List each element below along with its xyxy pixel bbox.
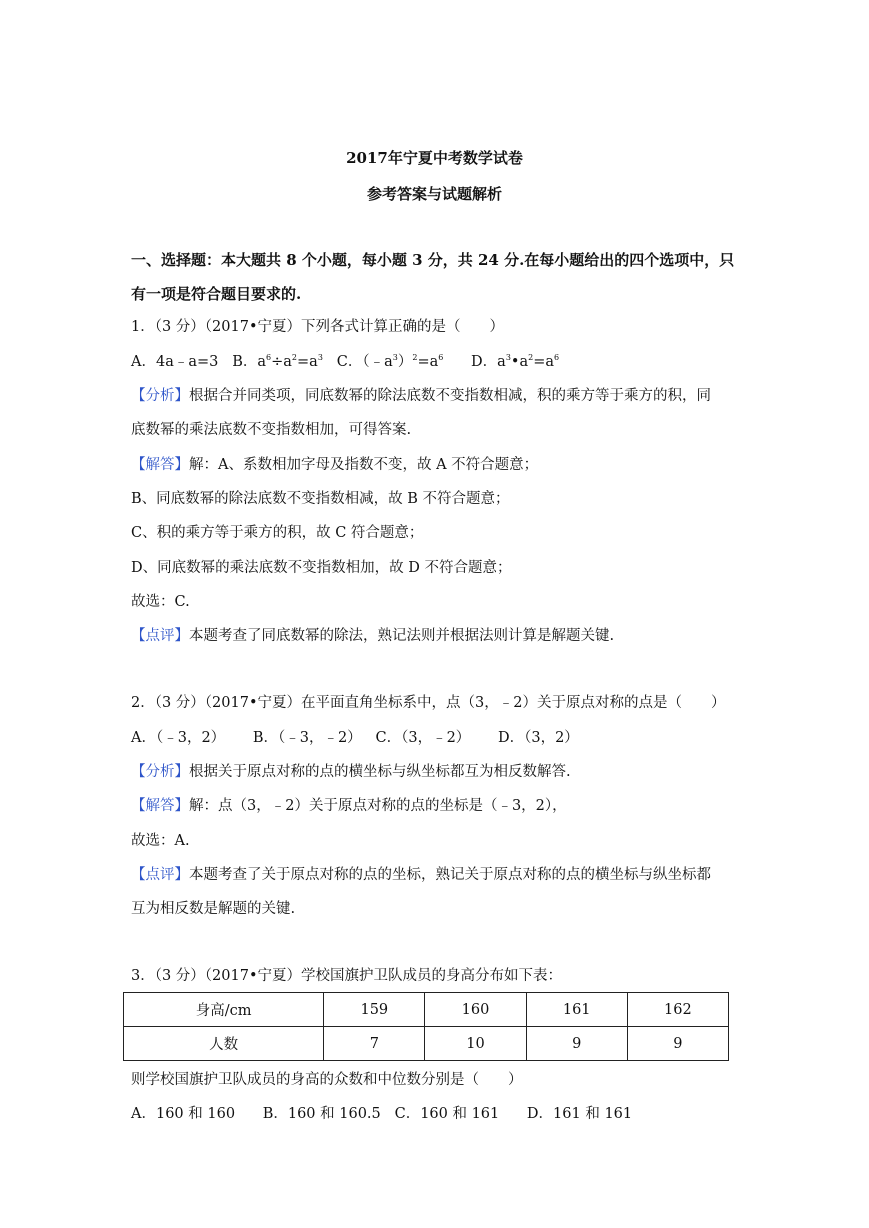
q3-stem: 3．（3 分）（2017•宁夏）学校国旗护卫队成员的身高分布如下表： — [131, 968, 563, 984]
q1-analysis-line-2: 底数幂的乘法底数不变指数相加，可得答案. — [131, 422, 412, 438]
height-distribution-table — [123, 992, 729, 1061]
q1-answer: 故选：C. — [131, 594, 190, 610]
table-row — [124, 993, 729, 1027]
table-cell: 159 — [324, 993, 425, 1027]
q2-answer: 故选：A. — [131, 833, 190, 849]
analysis-tag: 【分析】 — [131, 388, 189, 404]
q2-option-b: B．（﹣3，﹣2） — [252, 730, 362, 746]
table-cell: 160 — [425, 993, 526, 1027]
q2-analysis: 【分析】根据关于原点对称的点的横坐标与纵坐标都互为相反数解答. — [131, 764, 571, 780]
q1-analysis-line-1: 【分析】根据合并同类项，同底数幂的除法底数不变指数相减，积的乘方等于乘方的积，同 — [131, 388, 711, 404]
q1-stem: 1．（3 分）（2017•宁夏）下列各式计算正确的是（ ） — [131, 319, 505, 335]
table-cell: 9 — [627, 1027, 728, 1061]
q1-solution-line-1: 【解答】解：A、系数相加字母及指数不变，故 A 不符合题意； — [131, 457, 539, 473]
table-cell: 9 — [526, 1027, 627, 1061]
section-heading-line-2: 有一项是符合题目要求的. — [131, 285, 302, 303]
q1-option-b: B．$a^6\div a^2=a^3$ — [232, 353, 323, 370]
table-row — [124, 1027, 729, 1061]
q3-option-b: B．160 和 160.5 — [262, 1106, 381, 1122]
section-heading-line-1: 一、选择题：本大题共 8 个小题，每小题 3 分，共 24 分.在每小题给出的四个选项中，只 — [131, 251, 735, 269]
solution-tag: 【解答】 — [131, 457, 189, 473]
q2-option-a: A．（﹣3，2） — [131, 730, 226, 746]
q3-option-c: C．160 和 161 — [394, 1106, 500, 1122]
q2-option-c: C．（3，﹣2） — [375, 730, 471, 746]
q1-solution-line-4: D、同底数幂的乘法底数不变指数相加，故 D 不符合题意； — [131, 560, 512, 576]
q2-options — [131, 728, 579, 748]
analysis-tag: 【分析】 — [131, 764, 189, 780]
q1-option-c: C．$(﹣a^3)^2=a^6$ — [336, 353, 444, 370]
q3-options — [131, 1104, 632, 1124]
q3-question: 则学校国旗护卫队成员的身高的众数和中位数分别是（ ） — [131, 1072, 523, 1088]
q3-option-a: A．160 和 160 — [131, 1106, 236, 1122]
table-cell: 10 — [425, 1027, 526, 1061]
document-title: 2017年宁夏中考数学试卷 — [346, 149, 523, 167]
table-header-cell: 人数 — [124, 1027, 324, 1061]
table-cell: 161 — [526, 993, 627, 1027]
q1-comment: 【点评】本题考查了同底数幂的除法，熟记法则并根据法则计算是解题关键. — [131, 628, 615, 644]
q1-options — [131, 352, 559, 372]
q3-option-d: D．161 和 161 — [526, 1106, 633, 1122]
q2-option-d: D．（3，2） — [497, 730, 579, 746]
document-subtitle: 参考答案与试题解析 — [366, 185, 502, 203]
comment-tag: 【点评】 — [131, 867, 189, 883]
table-cell: 162 — [627, 993, 728, 1027]
q2-solution: 【解答】解：点（3，﹣2）关于原点对称的点的坐标是（﹣3，2）， — [131, 798, 567, 814]
comment-tag: 【点评】 — [131, 628, 189, 644]
q1-option-a: A．4a﹣a=3 — [131, 354, 219, 370]
table-cell: 7 — [324, 1027, 425, 1061]
table-header-cell: 身高/cm — [124, 993, 324, 1027]
q2-comment-line-2: 互为相反数是解题的关键. — [131, 901, 296, 917]
solution-tag: 【解答】 — [131, 798, 189, 814]
q2-stem: 2．（3 分）（2017•宁夏）在平面直角坐标系中，点（3，﹣2）关于原点对称的点是（ ） — [131, 695, 726, 711]
q1-solution-line-2: B、同底数幂的除法底数不变指数相减，故 B 不符合题意； — [131, 491, 510, 507]
q2-comment-line-1: 【点评】本题考查了关于原点对称的点的坐标，熟记关于原点对称的点的横坐标与纵坐标都 — [131, 867, 711, 883]
q1-option-d: D．$a^3•a^2=a^6$ — [471, 353, 560, 370]
q1-solution-line-3: C、积的乘方等于乘方的积，故 C 符合题意； — [131, 525, 424, 541]
